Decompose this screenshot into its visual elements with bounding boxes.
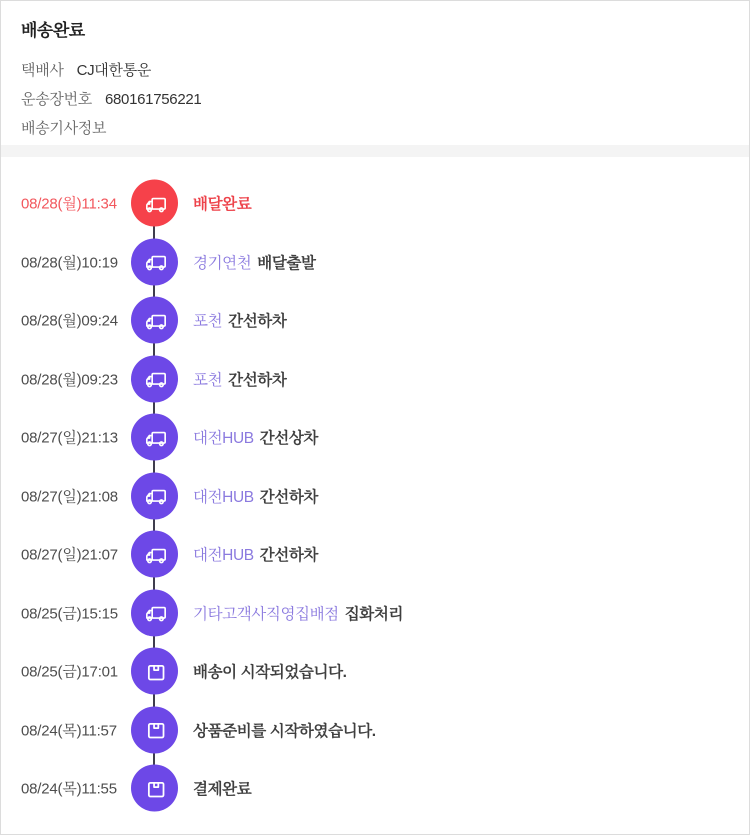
timeline-row — [1, 291, 749, 350]
event-datetime: 08/28(월)10:19 — [21, 254, 118, 272]
delivery-truck-icon — [142, 190, 168, 216]
timeline-status-circle — [131, 648, 178, 695]
event-location: 대전HUB — [193, 430, 254, 448]
section-divider — [1, 145, 749, 157]
event-location: 대전HUB — [193, 547, 254, 565]
event-datetime: 08/25(금)15:15 — [21, 605, 118, 623]
timeline-status-circle — [131, 589, 178, 636]
timeline-row — [1, 584, 749, 643]
event-status: 결제완료 — [193, 781, 252, 799]
event-datetime: 08/28(월)09:23 — [21, 371, 118, 389]
courier-label: 택배사 — [21, 62, 64, 79]
timeline-row — [1, 759, 749, 818]
event-datetime: 08/28(월)11:34 — [21, 195, 117, 213]
tracking-header — [1, 1, 749, 145]
timeline-row — [1, 233, 749, 292]
event-text — [193, 309, 286, 331]
event-text — [193, 719, 376, 741]
tracking-number-field — [21, 85, 729, 114]
timeline-status-circle — [131, 531, 178, 578]
event-text — [193, 485, 318, 507]
event-text — [193, 543, 318, 565]
timeline-row — [1, 350, 749, 409]
timeline-status-circle — [131, 706, 178, 753]
event-status: 배송이 시작되었습니다. — [193, 664, 347, 682]
timeline-status-circle — [131, 414, 178, 461]
event-status: 집화처리 — [344, 605, 404, 623]
delivery-truck-icon — [142, 366, 168, 392]
package-box-icon — [142, 717, 168, 743]
tracking-timeline — [1, 157, 749, 818]
timeline-status-circle — [131, 355, 178, 402]
event-location: 경기연천 — [193, 254, 252, 272]
delivery-truck-icon — [142, 307, 168, 333]
event-status: 간선하차 — [259, 488, 318, 506]
event-status: 간선상차 — [259, 430, 318, 448]
event-status: 간선하차 — [259, 547, 318, 565]
event-datetime: 08/27(일)21:07 — [21, 546, 118, 564]
delivery-truck-icon — [142, 424, 168, 450]
event-status: 간선하차 — [228, 371, 287, 389]
event-text — [193, 192, 251, 214]
tracking-number-label: 운송장번호 — [21, 91, 92, 108]
event-datetime: 08/24(목)11:57 — [21, 722, 117, 740]
delivery-truck-icon — [142, 541, 168, 567]
event-datetime: 08/27(일)21:13 — [21, 429, 118, 447]
courier-field — [21, 56, 729, 85]
timeline-row — [1, 701, 749, 760]
event-text — [193, 251, 316, 273]
event-status: 간선하차 — [228, 313, 287, 331]
timeline-row — [1, 467, 749, 526]
timeline-row — [1, 525, 749, 584]
timeline-status-circle — [131, 297, 178, 344]
event-location: 대전HUB — [193, 488, 254, 506]
event-status: 배달완료 — [193, 196, 252, 214]
event-datetime: 08/28(월)09:24 — [21, 312, 118, 330]
event-location: 기타고객사직영집배점 — [193, 605, 339, 623]
timeline-status-circle — [131, 238, 178, 285]
event-text — [193, 777, 251, 799]
event-text — [193, 368, 286, 390]
event-text — [193, 660, 347, 682]
timeline-status-circle — [131, 180, 178, 227]
event-text — [193, 602, 403, 624]
delivery-truck-icon — [142, 483, 168, 509]
timeline-row — [1, 408, 749, 467]
driver-info-link[interactable]: 배송기사정보 — [21, 120, 107, 137]
event-status: 배달출발 — [257, 254, 316, 272]
tracking-number-value: 680161756221 — [104, 91, 202, 108]
package-box-icon — [142, 658, 168, 684]
event-datetime: 08/24(목)11:55 — [21, 780, 117, 798]
event-text — [193, 426, 318, 448]
package-box-icon — [142, 775, 168, 801]
timeline-status-circle — [131, 472, 178, 519]
courier-value: CJ대한통운 — [76, 62, 152, 79]
timeline-row — [1, 642, 749, 701]
delivery-truck-icon — [142, 249, 168, 275]
event-datetime: 08/27(일)21:08 — [21, 488, 118, 506]
page-title: 배송완료 — [21, 21, 85, 40]
event-location: 포천 — [193, 371, 223, 389]
event-location: 포천 — [193, 313, 223, 331]
event-datetime: 08/25(금)17:01 — [21, 663, 118, 681]
event-status: 상품준비를 시작하였습니다. — [193, 722, 376, 740]
timeline-status-circle — [131, 765, 178, 812]
timeline-row — [1, 174, 749, 233]
delivery-truck-icon — [142, 600, 168, 626]
